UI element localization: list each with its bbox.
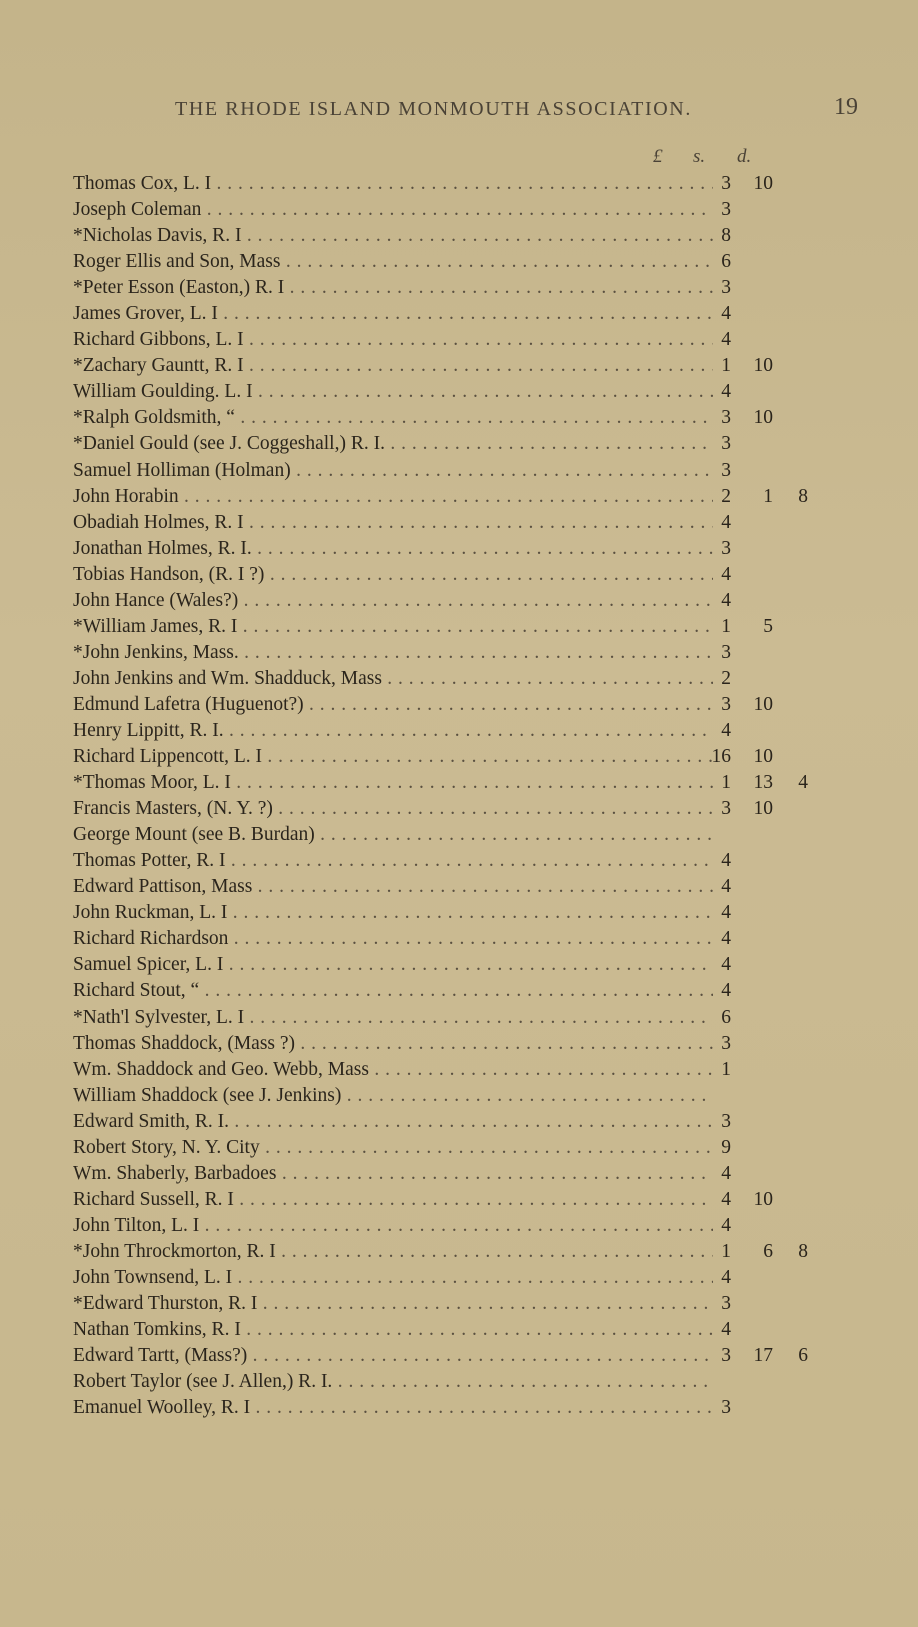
entry-name: George Mount (see B. Burdan) . . . xyxy=(73,822,713,848)
list-item xyxy=(73,718,853,744)
shillings-header: s. xyxy=(693,146,706,167)
entry-name: *Zachary Gauntt, R. I . . . xyxy=(73,353,713,379)
list-item xyxy=(73,458,853,484)
entry-pounds: 1 xyxy=(721,615,731,637)
entry-shillings: 10 xyxy=(753,1188,773,1210)
list-item xyxy=(73,301,853,327)
entry-pounds: 1 xyxy=(721,1240,731,1262)
entry-name: Richard Lippencott, L. I . . . xyxy=(73,744,713,770)
list-item xyxy=(73,926,853,952)
list-item xyxy=(73,1083,853,1109)
list-item xyxy=(73,484,853,510)
entry-pounds: 3 xyxy=(721,1345,731,1367)
list-item xyxy=(73,900,853,926)
entry-name: *Ralph Goldsmith, “ . . . xyxy=(73,405,713,431)
entry-name: Wm. Shaddock and Geo. Webb, Mass . . . xyxy=(73,1057,713,1083)
entry-pounds: 3 xyxy=(721,1293,731,1315)
header-title: THE RHODE ISLAND MONMOUTH ASSOCIATION. xyxy=(175,98,692,120)
entry-name: Richard Stout, “ . . . xyxy=(73,978,713,1004)
entry-pounds: 3 xyxy=(721,641,731,663)
entry-name: *John Jenkins, Mass. . . . xyxy=(73,640,713,666)
list-item xyxy=(73,1057,853,1083)
entry-pounds: 8 xyxy=(721,225,731,247)
list-item xyxy=(73,952,853,978)
entry-shillings: 10 xyxy=(753,798,773,820)
entry-name: William Shaddock (see J. Jenkins) . . . xyxy=(73,1083,713,1109)
entry-name: Edward Tartt, (Mass?) . . . xyxy=(73,1343,713,1369)
entry-shillings: 5 xyxy=(763,615,773,637)
entry-pounds: 3 xyxy=(721,459,731,481)
entry-name: Obadiah Holmes, R. I . . . xyxy=(73,510,713,536)
entry-shillings: 10 xyxy=(753,355,773,377)
entry-pounds: 6 xyxy=(721,251,731,273)
entry-name: Edward Pattison, Mass . . . xyxy=(73,874,713,900)
list-item xyxy=(73,1265,853,1291)
subscriber-list xyxy=(73,171,853,1421)
entry-pounds: 2 xyxy=(721,667,731,689)
list-item xyxy=(73,536,853,562)
entry-name: John Townsend, L. I . . . xyxy=(73,1265,713,1291)
list-item xyxy=(73,1135,853,1161)
entry-name: Samuel Holliman (Holman) . . . xyxy=(73,458,713,484)
list-item xyxy=(73,275,853,301)
entry-pounds: 4 xyxy=(721,980,731,1002)
list-item xyxy=(73,431,853,457)
entry-name: Edward Smith, R. I. . . . xyxy=(73,1109,713,1135)
entry-pounds: 3 xyxy=(721,798,731,820)
entry-shillings: 10 xyxy=(753,746,773,768)
list-item xyxy=(73,770,853,796)
entry-pounds: 4 xyxy=(721,1266,731,1288)
entry-pounds: 3 xyxy=(721,1032,731,1054)
list-item xyxy=(73,640,853,666)
entry-name: *William James, R. I . . . xyxy=(73,614,713,640)
entry-shillings: 13 xyxy=(753,772,773,794)
entry-shillings: 10 xyxy=(753,693,773,715)
list-item xyxy=(73,1317,853,1343)
list-item xyxy=(73,614,853,640)
list-item xyxy=(73,1239,853,1265)
entry-pounds: 9 xyxy=(721,1136,731,1158)
list-item xyxy=(73,562,853,588)
pounds-header: £ xyxy=(653,146,663,167)
list-item xyxy=(73,1109,853,1135)
entry-name: *Edward Thurston, R. I . . . xyxy=(73,1291,713,1317)
entry-name: *Daniel Gould (see J. Coggeshall,) R. I. . . . xyxy=(73,431,713,457)
entry-name: John Tilton, L. I . . . xyxy=(73,1213,713,1239)
list-item xyxy=(73,405,853,431)
entry-name: *Peter Esson (Easton,) R. I . . . xyxy=(73,275,713,301)
entry-pounds: 4 xyxy=(721,1162,731,1184)
entry-pence: 6 xyxy=(798,1345,808,1367)
page-number: 19 xyxy=(834,94,858,120)
entry-pounds: 4 xyxy=(721,511,731,533)
list-item xyxy=(73,353,853,379)
entry-name: Wm. Shaberly, Barbadoes . . . xyxy=(73,1161,713,1187)
list-item xyxy=(73,692,853,718)
entry-name: Nathan Tomkins, R. I . . . xyxy=(73,1317,713,1343)
entry-name: Jonathan Holmes, R. I. . . . xyxy=(73,536,713,562)
list-item xyxy=(73,848,853,874)
list-item xyxy=(73,588,853,614)
entry-pounds: 4 xyxy=(721,1188,731,1210)
entry-shillings: 17 xyxy=(753,1345,773,1367)
entry-pounds: 3 xyxy=(721,1397,731,1419)
entry-name: Henry Lippitt, R. I. . . . xyxy=(73,718,713,744)
entry-name: William Goulding. L. I . . . xyxy=(73,379,713,405)
entry-shillings: 10 xyxy=(753,407,773,429)
entry-name: James Grover, L. I . . . xyxy=(73,301,713,327)
entry-shillings: 10 xyxy=(753,173,773,194)
entry-name: Edmund Lafetra (Huguenot?) . . . xyxy=(73,692,713,718)
entry-pence: 8 xyxy=(798,1240,808,1262)
entry-pounds: 3 xyxy=(721,173,731,194)
list-item xyxy=(73,1395,853,1421)
entry-name: Richard Sussell, R. I . . . xyxy=(73,1187,713,1213)
entry-name: Robert Story, N. Y. City . . . xyxy=(73,1135,713,1161)
entry-pounds: 4 xyxy=(721,329,731,351)
list-item xyxy=(73,1161,853,1187)
entry-pounds: 3 xyxy=(721,433,731,455)
entry-pounds: 4 xyxy=(721,1214,731,1236)
entry-pounds: 4 xyxy=(721,303,731,325)
list-item xyxy=(73,1213,853,1239)
entry-pounds: 3 xyxy=(721,693,731,715)
entry-pounds: 6 xyxy=(721,1006,731,1028)
entry-name: *Thomas Moor, L. I . . . xyxy=(73,770,713,796)
entry-name: John Jenkins and Wm. Shadduck, Mass . . . xyxy=(73,666,713,692)
entry-name: Francis Masters, (N. Y. ?) . . . xyxy=(73,796,713,822)
entry-pounds: 3 xyxy=(721,537,731,559)
entry-name: Tobias Handson, (R. I ?) . . . xyxy=(73,562,713,588)
entry-name: Robert Taylor (see J. Allen,) R. I. . . . xyxy=(73,1369,713,1395)
currency-column-headers xyxy=(653,146,793,170)
entry-name: Thomas Shaddock, (Mass ?) . . . xyxy=(73,1031,713,1057)
entry-pounds: 3 xyxy=(721,277,731,299)
list-item xyxy=(73,796,853,822)
list-item xyxy=(73,223,853,249)
entry-pounds: 3 xyxy=(721,199,731,221)
entry-pounds: 4 xyxy=(721,719,731,741)
entry-pounds: 2 xyxy=(721,485,731,507)
list-item xyxy=(73,1291,853,1317)
entry-pounds: 3 xyxy=(721,1110,731,1132)
list-item xyxy=(73,666,853,692)
entry-pounds: 4 xyxy=(721,954,731,976)
entry-name: Emanuel Woolley, R. I . . . xyxy=(73,1395,713,1421)
entry-pounds: 4 xyxy=(721,850,731,872)
entry-pounds: 4 xyxy=(721,1319,731,1341)
entry-pounds: 1 xyxy=(721,1058,731,1080)
entry-name: Thomas Cox, L. I . . . xyxy=(73,171,713,197)
list-item xyxy=(73,1187,853,1213)
entry-pounds: 3 xyxy=(721,407,731,429)
entry-pounds: 4 xyxy=(721,902,731,924)
entry-shillings: 1 xyxy=(763,485,773,507)
list-item xyxy=(73,510,853,536)
entry-pounds: 4 xyxy=(721,876,731,898)
list-item xyxy=(73,1005,853,1031)
entry-name: Thomas Potter, R. I . . . xyxy=(73,848,713,874)
entry-name: Roger Ellis and Son, Mass . . . xyxy=(73,249,713,275)
entry-name: Samuel Spicer, L. I . . . xyxy=(73,952,713,978)
list-item xyxy=(73,1031,853,1057)
pence-header: d. xyxy=(737,146,752,167)
entry-name: John Ruckman, L. I . . . xyxy=(73,900,713,926)
list-item xyxy=(73,978,853,1004)
entry-pence: 4 xyxy=(798,772,808,794)
entry-name: *Nath'l Sylvester, L. I . . . xyxy=(73,1005,713,1031)
entry-name: Richard Richardson . . . xyxy=(73,926,713,952)
list-item xyxy=(73,197,853,223)
list-item xyxy=(73,171,853,197)
entry-shillings: 6 xyxy=(763,1240,773,1262)
entry-pounds: 16 xyxy=(711,746,731,768)
list-item xyxy=(73,327,853,353)
list-item xyxy=(73,744,853,770)
entry-name: Joseph Coleman . . . xyxy=(73,197,713,223)
list-item xyxy=(73,379,853,405)
list-item xyxy=(73,249,853,275)
running-header xyxy=(175,94,858,128)
entry-name: John Hance (Wales?) . . . xyxy=(73,588,713,614)
entry-name: John Horabin . . . xyxy=(73,484,713,510)
list-item xyxy=(73,822,853,848)
entry-name: *John Throckmorton, R. I . . . xyxy=(73,1239,713,1265)
entry-pounds: 1 xyxy=(721,772,731,794)
entry-name: Richard Gibbons, L. I . . . xyxy=(73,327,713,353)
list-item xyxy=(73,874,853,900)
entry-pounds: 4 xyxy=(721,589,731,611)
entry-name: *Nicholas Davis, R. I . . . xyxy=(73,223,713,249)
entry-pence: 8 xyxy=(798,485,808,507)
list-item xyxy=(73,1369,853,1395)
entry-pounds: 4 xyxy=(721,563,731,585)
entry-pounds: 4 xyxy=(721,928,731,950)
entry-pounds: 1 xyxy=(721,355,731,377)
entry-pounds: 4 xyxy=(721,381,731,403)
list-item xyxy=(73,1343,853,1369)
